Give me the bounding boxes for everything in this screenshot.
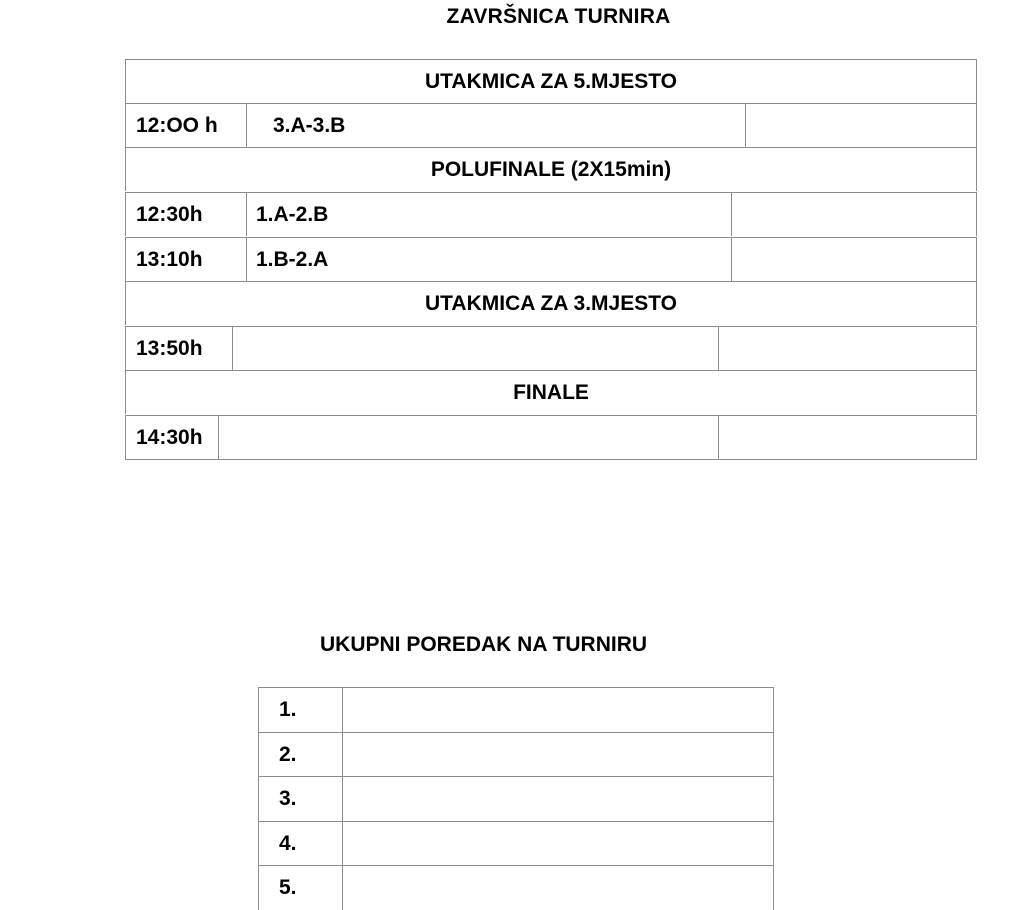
match-teams	[232, 327, 718, 370]
column-divider	[342, 688, 343, 732]
match-time: 14:30h	[136, 426, 203, 449]
column-divider	[342, 822, 343, 866]
match-result	[718, 416, 977, 459]
match-result	[731, 193, 977, 236]
match-teams: 1.B-2.A	[246, 238, 731, 281]
match-time: 13:50h	[136, 337, 203, 360]
standings-rank: 1.	[279, 698, 297, 721]
standings-rank: 4.	[279, 832, 297, 855]
match-time: 13:10h	[136, 248, 203, 271]
match-teams	[218, 416, 718, 459]
third-place-match-row	[125, 326, 977, 370]
match-result	[745, 104, 977, 147]
fifth-place-match-row	[125, 103, 977, 147]
standings-rank: 2.	[279, 743, 297, 766]
match-result	[718, 327, 977, 370]
match-result	[731, 238, 977, 281]
column-divider	[342, 733, 343, 777]
match-teams: 1.A-2.B	[246, 193, 731, 236]
column-divider	[342, 866, 343, 910]
standings-row	[258, 732, 774, 777]
schedule-table	[125, 59, 978, 461]
standings-row	[258, 776, 774, 821]
fifth-place-heading: UTAKMICA ZA 5.MJESTO	[125, 59, 977, 103]
match-time: 12:OO h	[136, 114, 218, 137]
column-divider	[342, 777, 343, 821]
standings-title: UKUPNI POREDAK NA TURNIRU	[320, 633, 648, 656]
final-match-row	[125, 415, 977, 460]
third-place-heading: UTAKMICA ZA 3.MJESTO	[125, 281, 977, 325]
standings-rank: 5.	[279, 876, 297, 899]
semifinal-match-row	[125, 192, 977, 236]
match-teams: 3.A-3.B	[246, 104, 745, 147]
final-heading: FINALE	[125, 370, 977, 414]
standings-rank: 3.	[279, 787, 297, 810]
standings-row	[258, 865, 774, 910]
match-time: 12:30h	[136, 203, 203, 226]
semifinal-heading: POLUFINALE (2X15min)	[125, 147, 977, 191]
standings-row	[258, 687, 774, 732]
semifinal-match-row	[125, 237, 977, 281]
page-title: ZAVRŠNICA TURNIRA	[446, 5, 671, 28]
standings-row	[258, 821, 774, 866]
